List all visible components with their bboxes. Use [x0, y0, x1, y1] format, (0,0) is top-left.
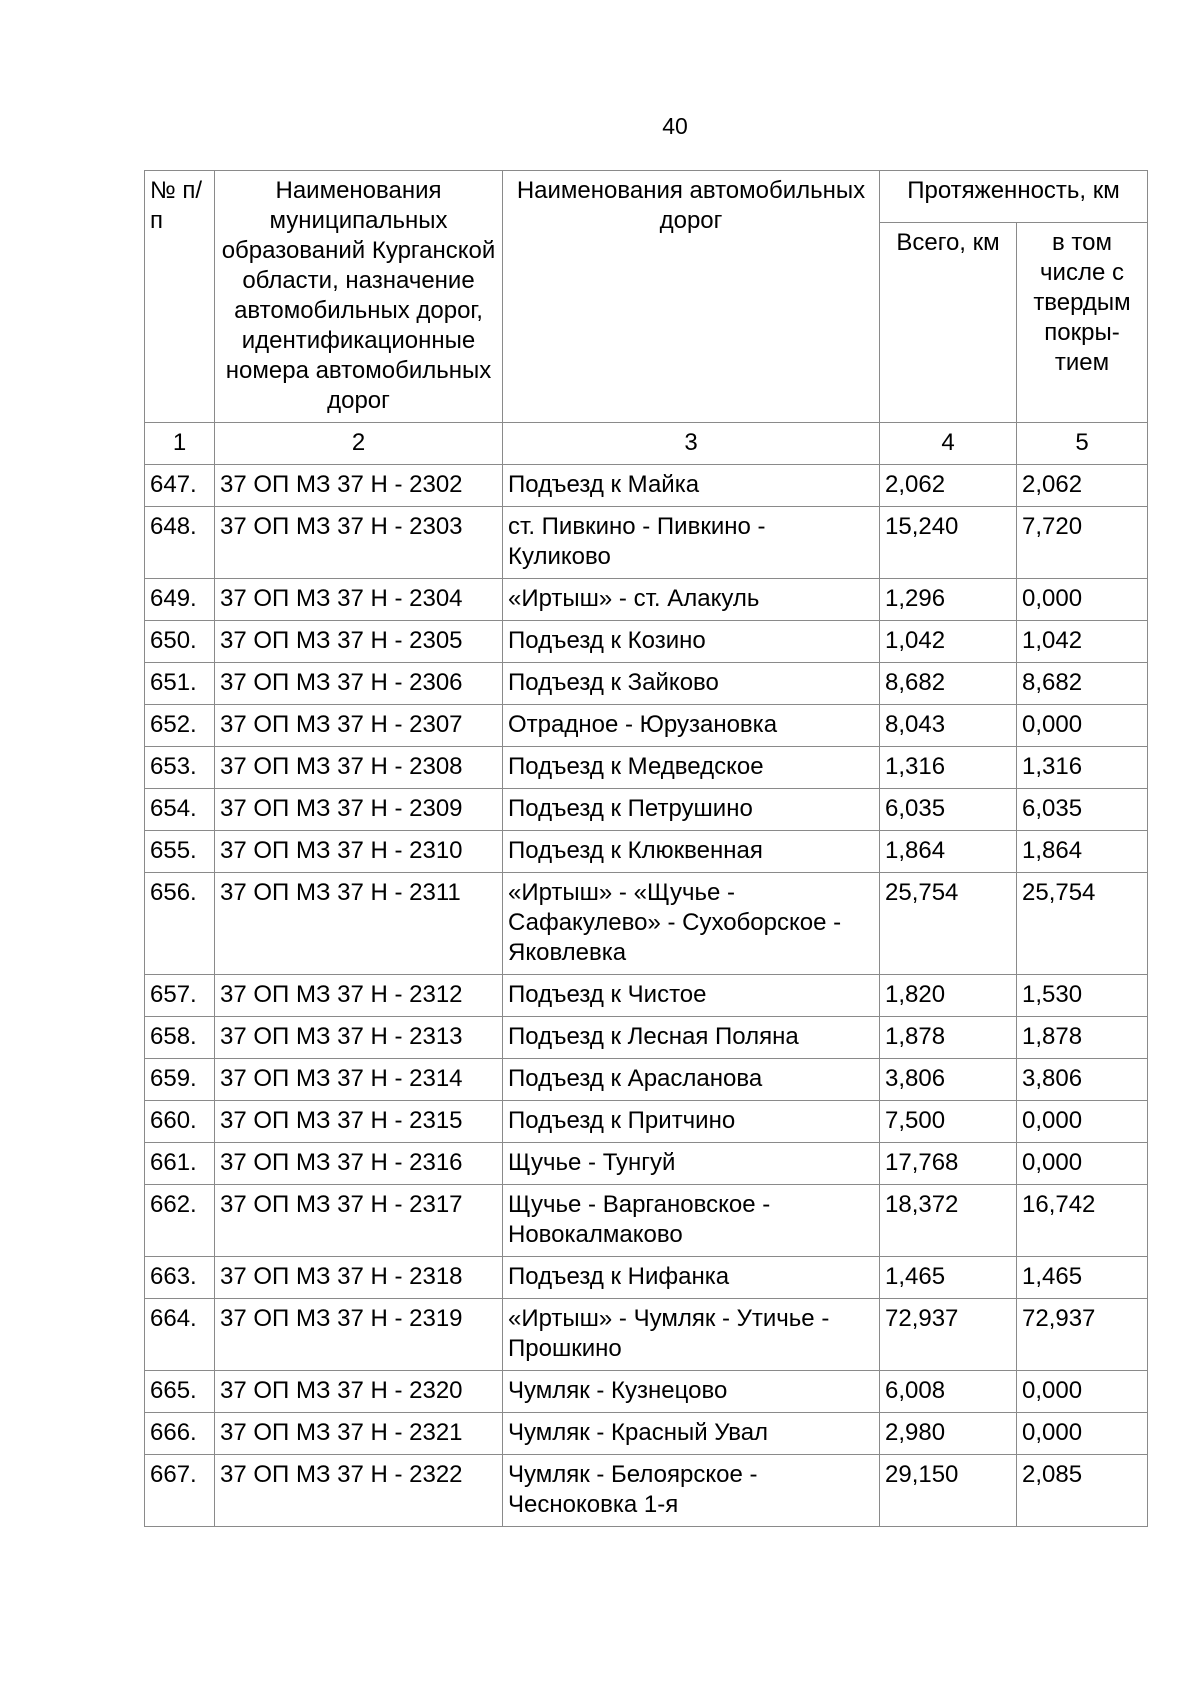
road-id: 37 ОП МЗ 37 Н - 2317: [215, 1185, 503, 1257]
road-name: Подъезд к Нифанка: [503, 1257, 880, 1299]
road-name: Подъезд к Майка: [503, 465, 880, 507]
road-id: 37 ОП МЗ 37 Н - 2302: [215, 465, 503, 507]
header-paved: в том числе с твердым покры-тием: [1017, 222, 1148, 422]
road-name: «Иртыш» - ст. Алакуль: [503, 579, 880, 621]
table-row: [145, 663, 1148, 705]
table-row: [145, 1455, 1148, 1527]
length-paved: 1,530: [1017, 975, 1148, 1017]
header-municipality: Наименования муниципальных образований Курганской области, назначение автомобильных дорог, идентификационные номера автомобильных дорог: [215, 171, 503, 423]
length-paved: 0,000: [1017, 1143, 1148, 1185]
road-name: Подъезд к Зайково: [503, 663, 880, 705]
table-row: [145, 831, 1148, 873]
road-id: 37 ОП МЗ 37 Н - 2322: [215, 1455, 503, 1527]
table-body: [145, 465, 1148, 1527]
length-total: 72,937: [880, 1299, 1017, 1371]
roads-table: [144, 170, 1148, 1527]
table-row: [145, 1257, 1148, 1299]
length-paved: 0,000: [1017, 1413, 1148, 1455]
length-total: 15,240: [880, 507, 1017, 579]
header-road: Наименования автомобильных дорог: [503, 171, 880, 423]
row-number: 662.: [145, 1185, 215, 1257]
length-total: 3,806: [880, 1059, 1017, 1101]
table-row: [145, 621, 1148, 663]
header-total: Всего, км: [880, 222, 1017, 422]
road-id: 37 ОП МЗ 37 Н - 2313: [215, 1017, 503, 1059]
row-number: 658.: [145, 1017, 215, 1059]
column-number: 1: [145, 423, 215, 465]
road-id: 37 ОП МЗ 37 Н - 2303: [215, 507, 503, 579]
length-total: 1,296: [880, 579, 1017, 621]
table-row: [145, 705, 1148, 747]
row-number: 649.: [145, 579, 215, 621]
road-name: «Иртыш» - «Щучье - Сафакулево» - Сухоборское - Яковлевка: [503, 873, 880, 975]
table-row: [145, 975, 1148, 1017]
length-paved: 1,042: [1017, 621, 1148, 663]
road-id: 37 ОП МЗ 37 Н - 2311: [215, 873, 503, 975]
header-length: Протяженность, км: [880, 171, 1148, 223]
road-name: ст. Пивкино - Пивкино - Куликово: [503, 507, 880, 579]
length-paved: 72,937: [1017, 1299, 1148, 1371]
road-id: 37 ОП МЗ 37 Н - 2310: [215, 831, 503, 873]
road-id: 37 ОП МЗ 37 Н - 2319: [215, 1299, 503, 1371]
table-row: [145, 747, 1148, 789]
row-number: 656.: [145, 873, 215, 975]
row-number: 650.: [145, 621, 215, 663]
length-paved: 1,878: [1017, 1017, 1148, 1059]
length-total: 1,465: [880, 1257, 1017, 1299]
length-total: 1,316: [880, 747, 1017, 789]
row-number: 651.: [145, 663, 215, 705]
length-total: 18,372: [880, 1185, 1017, 1257]
row-number: 652.: [145, 705, 215, 747]
length-total: 6,008: [880, 1371, 1017, 1413]
row-number: 655.: [145, 831, 215, 873]
road-name: Подъезд к Клюквенная: [503, 831, 880, 873]
length-total: 1,878: [880, 1017, 1017, 1059]
road-name: Щучье - Варгановское - Новокалмаково: [503, 1185, 880, 1257]
road-id: 37 ОП МЗ 37 Н - 2315: [215, 1101, 503, 1143]
length-paved: 0,000: [1017, 705, 1148, 747]
table-row: [145, 1413, 1148, 1455]
table-row: [145, 873, 1148, 975]
column-number: 2: [215, 423, 503, 465]
column-number: 3: [503, 423, 880, 465]
length-total: 29,150: [880, 1455, 1017, 1527]
road-name: Подъезд к Козино: [503, 621, 880, 663]
table-row: [145, 465, 1148, 507]
road-id: 37 ОП МЗ 37 Н - 2318: [215, 1257, 503, 1299]
length-total: 1,820: [880, 975, 1017, 1017]
road-name: Подъезд к Арасланова: [503, 1059, 880, 1101]
row-number: 659.: [145, 1059, 215, 1101]
length-total: 8,043: [880, 705, 1017, 747]
length-total: 7,500: [880, 1101, 1017, 1143]
road-id: 37 ОП МЗ 37 Н - 2321: [215, 1413, 503, 1455]
road-id: 37 ОП МЗ 37 Н - 2320: [215, 1371, 503, 1413]
length-total: 1,042: [880, 621, 1017, 663]
header-num: № п/п: [145, 171, 215, 423]
length-paved: 1,316: [1017, 747, 1148, 789]
road-id: 37 ОП МЗ 37 Н - 2308: [215, 747, 503, 789]
road-id: 37 ОП МЗ 37 Н - 2304: [215, 579, 503, 621]
length-paved: 25,754: [1017, 873, 1148, 975]
length-paved: 3,806: [1017, 1059, 1148, 1101]
row-number: 654.: [145, 789, 215, 831]
table-row: [145, 1101, 1148, 1143]
length-paved: 2,062: [1017, 465, 1148, 507]
road-id: 37 ОП МЗ 37 Н - 2312: [215, 975, 503, 1017]
table-row: [145, 1059, 1148, 1101]
length-paved: 0,000: [1017, 1101, 1148, 1143]
road-id: 37 ОП МЗ 37 Н - 2314: [215, 1059, 503, 1101]
page-number: 40: [662, 113, 688, 139]
length-total: 6,035: [880, 789, 1017, 831]
table-row: [145, 579, 1148, 621]
road-name: Подъезд к Чистое: [503, 975, 880, 1017]
table-row: [145, 1371, 1148, 1413]
road-id: 37 ОП МЗ 37 Н - 2316: [215, 1143, 503, 1185]
row-number: 647.: [145, 465, 215, 507]
road-id: 37 ОП МЗ 37 Н - 2305: [215, 621, 503, 663]
road-name: Подъезд к Притчино: [503, 1101, 880, 1143]
length-total: 8,682: [880, 663, 1017, 705]
row-number: 648.: [145, 507, 215, 579]
road-id: 37 ОП МЗ 37 Н - 2307: [215, 705, 503, 747]
length-paved: 6,035: [1017, 789, 1148, 831]
row-number: 666.: [145, 1413, 215, 1455]
row-number: 661.: [145, 1143, 215, 1185]
row-number: 664.: [145, 1299, 215, 1371]
length-paved: 1,864: [1017, 831, 1148, 873]
table-row: [145, 1143, 1148, 1185]
length-total: 1,864: [880, 831, 1017, 873]
table-row: [145, 1299, 1148, 1371]
table-row: [145, 789, 1148, 831]
road-name: Подъезд к Петрушино: [503, 789, 880, 831]
length-total: 17,768: [880, 1143, 1017, 1185]
length-total: 25,754: [880, 873, 1017, 975]
length-paved: 1,465: [1017, 1257, 1148, 1299]
length-paved: 2,085: [1017, 1455, 1148, 1527]
road-id: 37 ОП МЗ 37 Н - 2309: [215, 789, 503, 831]
row-number: 660.: [145, 1101, 215, 1143]
road-name: Отрадное - Юрузановка: [503, 705, 880, 747]
road-name: Чумляк - Красный Увал: [503, 1413, 880, 1455]
road-name: Подъезд к Медведское: [503, 747, 880, 789]
road-id: 37 ОП МЗ 37 Н - 2306: [215, 663, 503, 705]
row-number: 663.: [145, 1257, 215, 1299]
road-name: Щучье - Тунгуй: [503, 1143, 880, 1185]
table-row: [145, 1017, 1148, 1059]
column-number: 5: [1017, 423, 1148, 465]
row-number: 667.: [145, 1455, 215, 1527]
road-name: Подъезд к Лесная Поляна: [503, 1017, 880, 1059]
length-total: 2,062: [880, 465, 1017, 507]
road-name: «Иртыш» - Чумляк - Утичье - Прошкино: [503, 1299, 880, 1371]
road-name: Чумляк - Белоярское - Чесноковка 1-я: [503, 1455, 880, 1527]
table-row: [145, 507, 1148, 579]
column-number-row: [145, 423, 1148, 465]
length-paved: 16,742: [1017, 1185, 1148, 1257]
table-row: [145, 1185, 1148, 1257]
length-paved: 8,682: [1017, 663, 1148, 705]
row-number: 657.: [145, 975, 215, 1017]
length-total: 2,980: [880, 1413, 1017, 1455]
row-number: 653.: [145, 747, 215, 789]
column-number: 4: [880, 423, 1017, 465]
length-paved: 7,720: [1017, 507, 1148, 579]
row-number: 665.: [145, 1371, 215, 1413]
length-paved: 0,000: [1017, 1371, 1148, 1413]
length-paved: 0,000: [1017, 579, 1148, 621]
road-name: Чумляк - Кузнецово: [503, 1371, 880, 1413]
